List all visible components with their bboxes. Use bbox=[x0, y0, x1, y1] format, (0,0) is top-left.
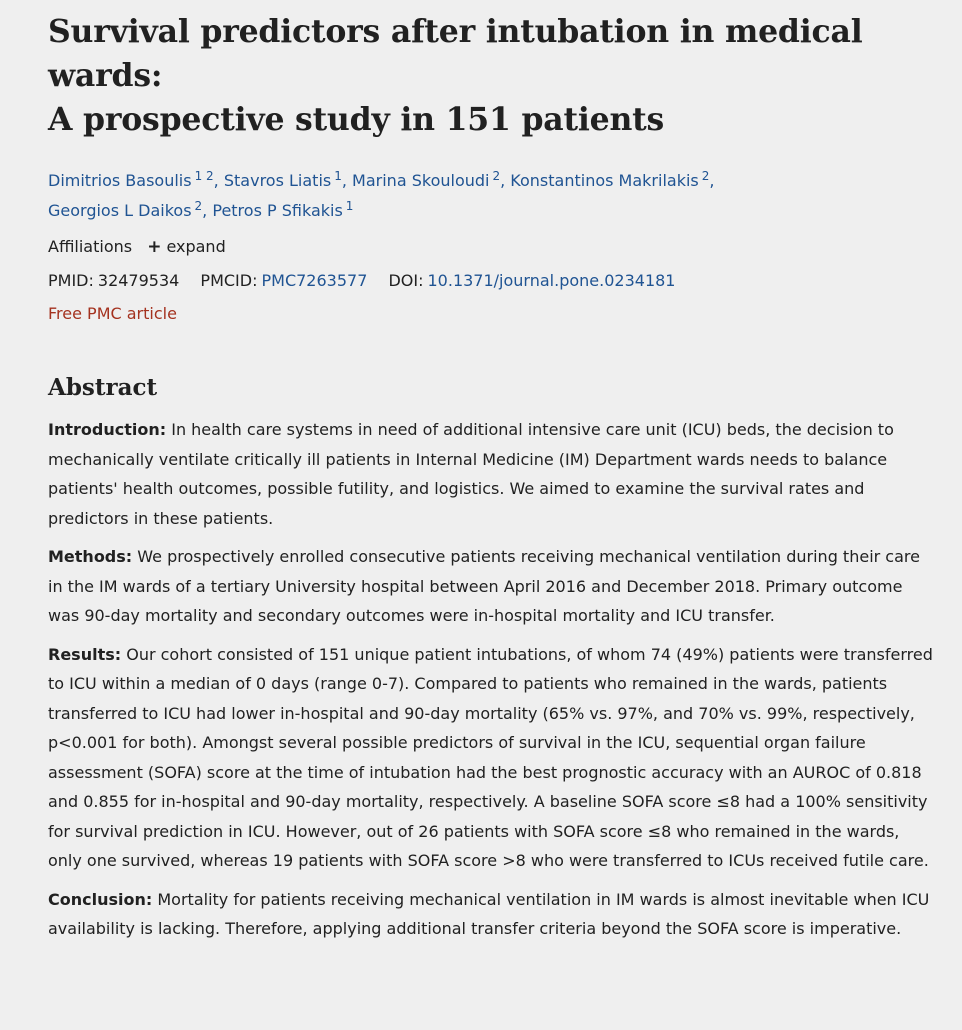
author-affiliation-ref[interactable]: 2 bbox=[701, 169, 710, 183]
article-title-line1: Survival predictors after intubation in medical wards: bbox=[48, 13, 863, 94]
abstract-section-text: In health care systems in need of additional intensive care unit (ICU) beds, the decision to mechanically ventilate critically ill patients in Internal Medicine (IM) Department wards needs to balance patients' health outcomes, possible futility, and logistics. We aimed to examine the survival rates and predictors in these patients. bbox=[48, 420, 894, 528]
author-link[interactable]: Stavros Liatis bbox=[223, 171, 332, 190]
expand-label: expand bbox=[166, 237, 226, 256]
doi-link[interactable]: 10.1371/journal.pone.0234181 bbox=[427, 271, 676, 290]
abstract-introduction bbox=[48, 415, 934, 533]
doi-label: DOI: bbox=[388, 271, 424, 290]
pmid-value: 32479534 bbox=[97, 271, 180, 290]
abstract-section-label: Introduction: bbox=[48, 420, 167, 439]
author-link[interactable]: Petros P Sfikakis bbox=[212, 201, 343, 220]
abstract-section-label: Methods: bbox=[48, 547, 133, 566]
author-separator: , bbox=[213, 171, 219, 190]
author-link[interactable]: Georgios L Daikos bbox=[48, 201, 192, 220]
abstract-results bbox=[48, 640, 934, 876]
author-link[interactable]: Dimitrios Basoulis bbox=[48, 171, 192, 190]
author-separator: , bbox=[202, 201, 208, 220]
abstract-methods bbox=[48, 542, 934, 631]
author-separator: , bbox=[709, 171, 715, 190]
article-title bbox=[48, 10, 934, 142]
abstract-heading: Abstract bbox=[48, 374, 158, 401]
abstract-section-label: Conclusion: bbox=[48, 889, 153, 909]
author-separator: , bbox=[500, 171, 506, 190]
author-affiliation-ref[interactable]: 1 2 bbox=[194, 169, 214, 183]
free-pmc-article-link[interactable]: Free PMC article bbox=[48, 304, 177, 323]
plus-icon: + bbox=[147, 237, 162, 257]
author-link[interactable]: Marina Skouloudi bbox=[352, 171, 490, 190]
pmid-label: PMID: bbox=[48, 271, 94, 290]
author-affiliation-ref[interactable]: 2 bbox=[194, 199, 203, 213]
author-link[interactable]: Konstantinos Makrilakis bbox=[510, 171, 699, 190]
affiliations-row bbox=[48, 230, 934, 264]
affiliations-label: Affiliations bbox=[48, 237, 133, 256]
abstract-section-text: Mortality for patients receiving mechanical ventilation in IM wards is almost inevitable when ICU availability is lacking. Therefore, applying additional transfer criteria beyond the SOFA score is imperative. bbox=[48, 889, 930, 938]
abstract-conclusion bbox=[48, 885, 934, 944]
author-affiliation-ref[interactable]: 1 bbox=[345, 199, 354, 213]
abstract-section-text: Our cohort consisted of 151 unique patient intubations, of whom 74 (49%) patients were transferred to ICU within a median of 0 days (range 0-7). Compared to patients who remained in the wards, patients transferred to ICU had lower in-hospital and 90-day mortality (65% vs. 97%, and 70% vs. 99%, respectively, p<0.001 for both). Amongst several possible predictors of survival in the ICU, sequential organ failure assessment (SOFA) score at the time of intubation had the best prognostic accuracy with an AUROC of 0.818 and 0.855 for in-hospital and 90-day mortality, respectively. A baseline SOFA score ≤8 had a 100% sensitivity for survival prediction in ICU. However, out of 26 patients with SOFA score ≤8 who remained in the wards, only one survived, whereas 19 patients with SOFA score >8 who were transferred to ICUs received futile care. bbox=[48, 644, 933, 870]
pmcid-label: PMCID: bbox=[200, 271, 258, 290]
article-title-line2: A prospective study in 151 patients bbox=[48, 101, 665, 138]
identifiers-row bbox=[48, 264, 934, 297]
abstract-section-label: Results: bbox=[48, 644, 122, 664]
author-affiliation-ref[interactable]: 1 bbox=[334, 169, 342, 183]
affiliations-expand-button[interactable] bbox=[147, 230, 226, 264]
author-separator: , bbox=[341, 171, 347, 190]
author-list bbox=[48, 166, 848, 226]
abstract-section-text: We prospectively enrolled consecutive patients receiving mechanical ventilation during their care in the IM wards of a tertiary University hospital between April 2016 and December 2018. Primary outcome was 90-day mortality and secondary outcomes were in-hospital mortality and ICU transfer. bbox=[48, 547, 920, 625]
pmcid-link[interactable]: PMC7263577 bbox=[261, 271, 368, 290]
author-affiliation-ref[interactable]: 2 bbox=[492, 169, 501, 183]
